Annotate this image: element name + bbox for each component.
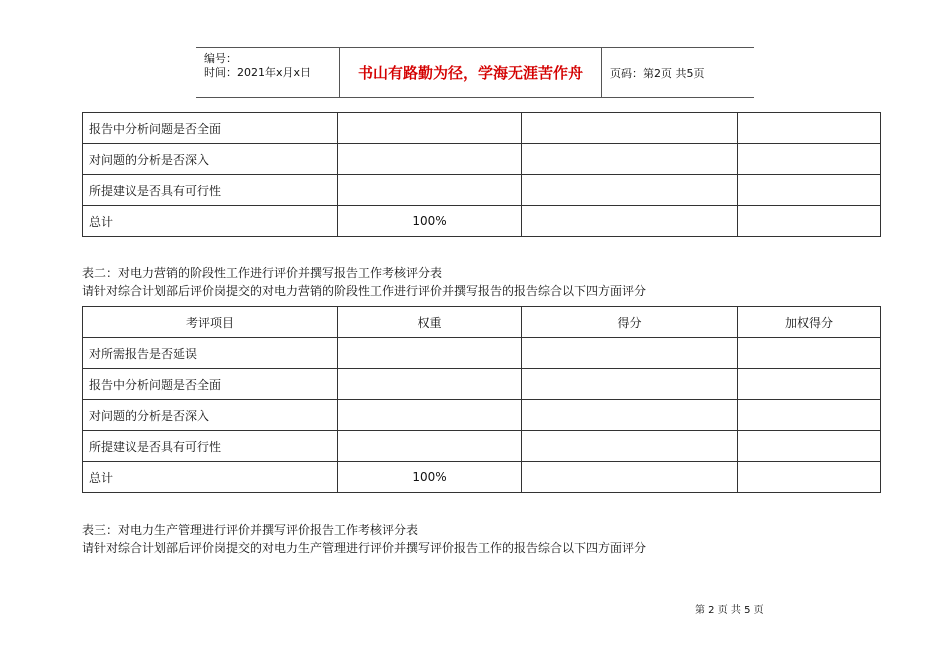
date-label: 时间：2021年x月x日 xyxy=(204,66,312,79)
weighted-score-cell[interactable] xyxy=(738,175,881,206)
weighted-score-cell[interactable] xyxy=(738,369,881,400)
weighted-score-cell[interactable] xyxy=(738,338,881,369)
weighted-score-cell[interactable] xyxy=(738,400,881,431)
table-row xyxy=(83,338,881,369)
table-row xyxy=(83,431,881,462)
section-3-description: 请针对综合计划部后评价岗提交的对电力生产管理进行评价并撰写评价报告工作的报告综合以下四方面评分 xyxy=(82,541,647,555)
weighted-score-cell[interactable] xyxy=(738,206,881,237)
section-2-title: 表二：对电力营销的阶段性工作进行评价并撰写报告工作考核评分表 xyxy=(82,266,443,280)
score-cell[interactable] xyxy=(522,175,738,206)
header-score: 得分 xyxy=(522,307,738,338)
table-row xyxy=(83,369,881,400)
table-row xyxy=(83,175,881,206)
weighted-score-cell[interactable] xyxy=(738,113,881,144)
criterion-cell: 报告中分析问题是否全面 xyxy=(83,113,338,144)
table-2 xyxy=(82,306,881,493)
header-page-info: 页码：第2页 共5页 xyxy=(610,66,705,80)
weighted-score-cell[interactable] xyxy=(738,431,881,462)
criterion-cell: 所提建议是否具有可行性 xyxy=(83,431,338,462)
section-3-text xyxy=(82,521,646,557)
criterion-cell: 所提建议是否具有可行性 xyxy=(83,175,338,206)
table-row xyxy=(83,206,881,237)
criterion-cell: 对所需报告是否延误 xyxy=(83,338,338,369)
section-2-text xyxy=(82,264,646,300)
weighted-score-cell[interactable] xyxy=(738,144,881,175)
weight-cell xyxy=(338,369,522,400)
score-cell[interactable] xyxy=(522,400,738,431)
header-motto: 书山有路勤为径，学海无涯苦作舟 xyxy=(339,48,602,97)
score-cell[interactable] xyxy=(522,144,738,175)
header-criterion: 考评项目 xyxy=(83,307,338,338)
weight-cell: 100% xyxy=(338,462,522,493)
score-cell[interactable] xyxy=(522,206,738,237)
page-footer: 第 2 页 共 5 页 xyxy=(695,605,764,616)
weight-cell xyxy=(338,338,522,369)
weight-cell xyxy=(338,431,522,462)
table-header-row xyxy=(83,307,881,338)
section-3-title: 表三：对电力生产管理进行评价并撰写评价报告工作考核评分表 xyxy=(82,523,419,537)
table-row xyxy=(83,113,881,144)
table-row xyxy=(83,144,881,175)
number-label: 编号： xyxy=(204,52,237,65)
score-cell[interactable] xyxy=(522,431,738,462)
weighted-score-cell[interactable] xyxy=(738,462,881,493)
criterion-cell: 总计 xyxy=(83,206,338,237)
score-cell[interactable] xyxy=(522,338,738,369)
header-weighted-score: 加权得分 xyxy=(738,307,881,338)
criterion-cell: 对问题的分析是否深入 xyxy=(83,144,338,175)
table-row xyxy=(83,462,881,493)
score-cell[interactable] xyxy=(522,369,738,400)
score-cell[interactable] xyxy=(522,462,738,493)
score-cell[interactable] xyxy=(522,113,738,144)
weight-cell xyxy=(338,113,522,144)
page-header xyxy=(196,47,754,98)
weight-cell xyxy=(338,175,522,206)
section-2-description: 请针对综合计划部后评价岗提交的对电力营销的阶段性工作进行评价并撰写报告的报告综合以下四方面评分 xyxy=(82,284,647,298)
header-weight: 权重 xyxy=(338,307,522,338)
weight-cell xyxy=(338,144,522,175)
header-meta xyxy=(196,48,339,97)
weight-cell: 100% xyxy=(338,206,522,237)
criterion-cell: 总计 xyxy=(83,462,338,493)
weight-cell xyxy=(338,400,522,431)
criterion-cell: 报告中分析问题是否全面 xyxy=(83,369,338,400)
table-row xyxy=(83,400,881,431)
table-1 xyxy=(82,112,881,237)
criterion-cell: 对问题的分析是否深入 xyxy=(83,400,338,431)
